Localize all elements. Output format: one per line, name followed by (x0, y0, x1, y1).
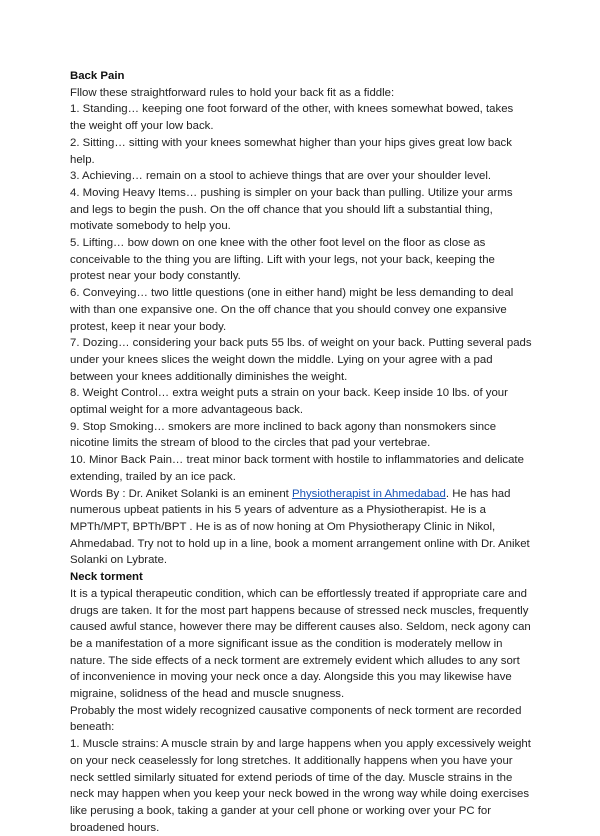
back-pain-item-9: 9. Stop Smoking… smokers are more inclined to back agony than nonsmokers since nicotine limits the stream of blood to the circles that pad your vertebrae. (70, 420, 497, 450)
neck-torment-heading: Neck torment (70, 571, 143, 584)
physiotherapist-link[interactable]: Physiotherapist in Ahmedabad (292, 487, 446, 500)
back-pain-item-6: 6. Conveying… two little questions (one in either hand) might be less demanding to deal with than one expansive one. On the off chance that you should convey one expansive protest, keep it near your body. (70, 287, 514, 333)
back-pain-heading: Back Pain (70, 70, 125, 82)
back-pain-item-7: 7. Dozing… considering your back puts 55 lbs. of weight on your back. Putting several pads under your knees slices the weight down the middle. Lying on your agree with a pad between your knees additionally diminishes the weight. (70, 337, 532, 383)
author-suffix: . He has had numerous upbeat patients in his 5 years of adventure as a Physiotherapist. He is a MPTh/MPT, BPTh/BPT . He is as of now honing at Om Physiotherapy Clinic in Nikol, Ahmedabad. Try not to hold up in a line, book a moment arrangement online with Dr. Aniket Solanki on Lybrate. (70, 487, 530, 567)
author-prefix: Words By : Dr. Aniket Solanki is an eminent (70, 487, 293, 500)
back-pain-item-10: 10. Minor Back Pain… treat minor back torment with hostile to inflammatories and delicate extending, trailed by an ice pack. (70, 454, 524, 483)
neck-torment-paragraph-3: 1. Muscle strains: A muscle strain by and large happens when you apply excessively weight on your neck ceaselessly for long stretches. It additionally happens when you have your neck settled similarly situated for extend periods of time of the day. Muscle strains in the neck may happen when you keep your neck bowed in the wrong way while doing exercises like perusing a book, taking a gander at your cell phone or working over your PC for broadened hours. (70, 738, 531, 834)
back-pain-item-1: 1. Standing… keeping one foot forward of the other, with knees somewhat bowed, takes the weight off your low back. (70, 103, 514, 133)
back-pain-item-2: 2. Sitting… sitting with your knees somewhat higher than your hips gives great low back help. (70, 136, 512, 166)
neck-torment-paragraph-1: It is a typical therapeutic condition, which can be effortlessly treated if appropriate care and drugs are taken. It for the most part happens because of stressed neck muscles, frequently caused awful stance, however there may be different causes also. Seldom, neck agony can be a manifestation of a more significant issue as the condition is moderately mellow in nature. The side effects of a neck torment are extremely evident which alludes to any sort of inconvenience in moving your neck once a day. Alongside this you may likewise have migraine, solidness of the head and muscle snugness. (70, 587, 531, 701)
author-paragraph (70, 486, 532, 570)
back-pain-item-3: 3. Achieving… remain on a stool to achieve things that are over your shoulder level. (70, 170, 492, 183)
document-page (70, 68, 532, 836)
back-pain-item-5: 5. Lifting… bow down on one knee with the other foot level on the floor as close as conceivable to the thing you are lifting. Lift with your legs, not your back, keeping the protest near your body constantly. (70, 237, 495, 283)
back-pain-item-4: 4. Moving Heavy Items… pushing is simpler on your back than pulling. Utilize your arms and legs to begin the push. On the off chance that you should lift a substantial thing, motivate somebody to help you. (70, 186, 513, 233)
back-pain-item-8: 8. Weight Control… extra weight puts a strain on your back. Keep inside 10 lbs. of your optimal weight for a more advantageous back. (70, 387, 508, 417)
neck-torment-paragraph-2: Probably the most widely recognized causative components of neck torment are recorded beneath: (70, 704, 522, 734)
back-pain-intro: Fllow these straightforward rules to hold your back fit as a fiddle: (70, 86, 395, 99)
